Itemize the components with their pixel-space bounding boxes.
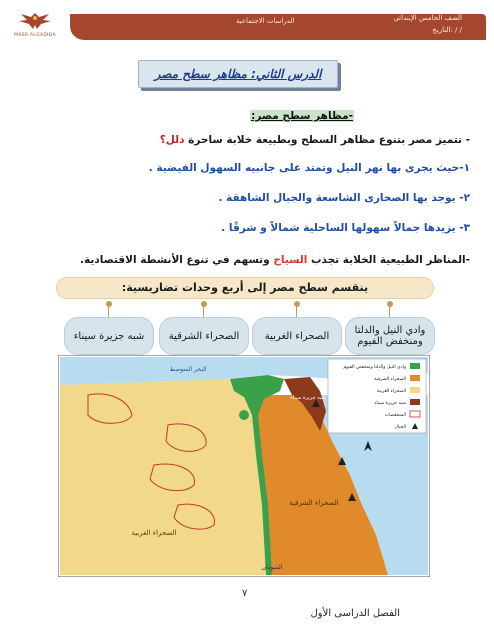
grade-label: الصف الخامس الإبتدائي — [393, 14, 462, 22]
sea-label: البحر المتوسط — [169, 366, 207, 373]
legend-swatch — [410, 399, 420, 405]
legend-label: المنخفضات — [384, 413, 406, 418]
point-1: ١-حيث يجرى بها نهر النيل وتمتد على جانبيه السهول الفيضية . — [148, 162, 470, 174]
eastern-desert-label: الصحراء الشرقية — [289, 499, 339, 507]
unit-western-desert — [252, 317, 342, 355]
legend-label: الجبال — [394, 425, 406, 430]
subject-label: الدراسات الاجتماعية — [236, 17, 295, 25]
intro-text: - تتميز مصر بتنوع مظاهر السطح وبطبيعة خلابة ساحرة — [184, 134, 470, 146]
connector-stem — [108, 305, 109, 317]
legend-label: الصحراء الغربية — [376, 389, 406, 394]
unit-nile-valley — [345, 317, 435, 355]
header-bar — [70, 14, 486, 40]
unit-sinai — [64, 317, 154, 355]
connector-dot — [201, 301, 207, 307]
map-legend — [328, 359, 426, 433]
sinai-label: شبه جزيرة سيناء — [290, 395, 326, 401]
unit-label: شبه جزيرة سيناء — [73, 330, 145, 342]
intro-line — [160, 134, 470, 146]
connector-dot — [106, 301, 112, 307]
page-number: ٧ — [242, 588, 248, 599]
date-label: التاريخ: / / — [432, 26, 462, 34]
unit-label: وادي النيل والدلتا ومنخفض الفيوم — [354, 325, 426, 347]
terrain-units-panel — [56, 277, 434, 363]
legend-swatch — [410, 387, 420, 393]
panel-header — [56, 277, 434, 299]
logo-text: MASR ALGADIDA — [14, 33, 56, 38]
intro-highlight: دلل؟ — [159, 134, 185, 146]
semester-label: الفصل الدراسى الأول — [310, 608, 400, 619]
connector-stem — [203, 305, 204, 317]
school-logo — [8, 6, 62, 42]
egypt-terrain-map — [58, 355, 430, 577]
egypt-map-svg — [58, 355, 430, 577]
western-desert-region — [60, 379, 272, 575]
conclusion-line — [80, 254, 470, 266]
conclusion-after: وتسهم في تنوع الأنشطة الاقتصادية. — [80, 254, 274, 266]
western-desert-label: الصحراء الغربية — [131, 529, 177, 537]
conclusion-highlight: السياح — [273, 254, 308, 266]
fayoum-depression — [239, 410, 249, 420]
unit-label: الصحراء الشرقية — [168, 330, 240, 342]
unit-label: الصحراء الغربية — [264, 330, 330, 342]
connector-stem — [296, 305, 297, 317]
legend-swatch — [410, 375, 420, 381]
conclusion-before: -المناظر الطبيعية الخلابة تجذب — [307, 254, 470, 266]
legend-label: الصحراء الشرقية — [374, 377, 406, 382]
unit-eastern-desert — [159, 317, 249, 355]
connector-dot — [387, 301, 393, 307]
panel-title: ينقسم سطح مصر إلى أربع وحدات تضاريسية: — [121, 281, 369, 294]
lesson-title: الدرس الثاني: مظاهر سطح مصر — [154, 67, 322, 81]
lesson-title-box — [138, 60, 338, 88]
connector-dot — [294, 301, 300, 307]
page-header — [0, 0, 494, 44]
legend-label: شبه جزيرة سيناء — [374, 401, 406, 406]
eagle-logo-icon — [15, 9, 55, 33]
point-3: ٣- يزيدها جمالاً سهولها الساحلية شمالاً و شرقًا . — [221, 222, 470, 234]
sudan-label: السودان — [261, 564, 283, 571]
connector-stem — [389, 305, 390, 317]
legend-box — [328, 359, 426, 433]
legend-label: وادي النيل والدلتا ومنخفض الفيوم — [343, 365, 406, 370]
point-2: ٢- يوجد بها الصحارى الشاسعة والجبال الشاهقة . — [218, 192, 470, 204]
section-heading: -مظاهر سطح مصر: — [251, 110, 353, 122]
legend-swatch — [410, 363, 420, 369]
